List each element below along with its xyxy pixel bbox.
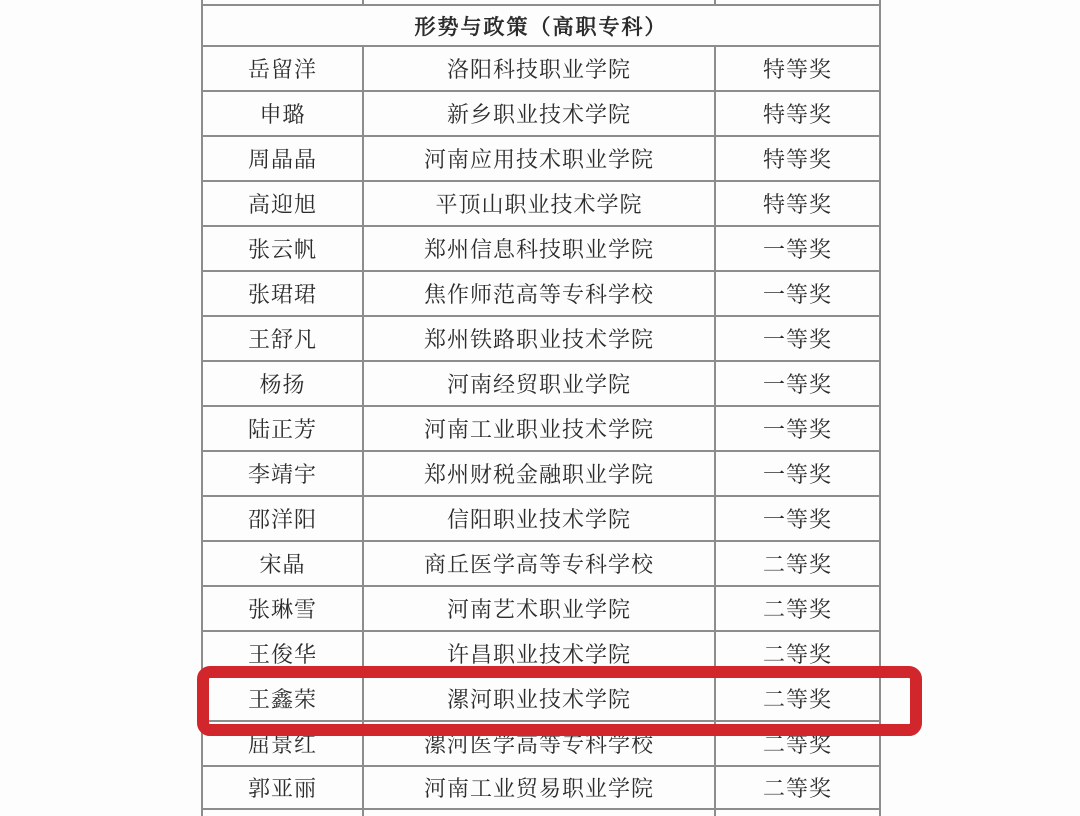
name-cell: 郭亚丽 [203, 767, 364, 808]
table-row [203, 722, 879, 767]
name-cell: 宋晶 [203, 542, 364, 585]
school-cell: 商丘医学高等专科学校 [364, 542, 716, 585]
name-cell: 王鑫荣 [203, 677, 364, 720]
school-cell: 信阳职业技术学院 [364, 497, 716, 540]
partial-cell [364, 810, 716, 816]
award-cell: 二等奖 [762, 597, 832, 622]
table-body [203, 47, 879, 810]
school-cell: 焦作师范高等专科学校 [364, 272, 716, 315]
table-row [203, 317, 879, 362]
table-row [203, 272, 879, 317]
name-cell: 张琳雪 [203, 587, 364, 630]
table-row [203, 137, 879, 182]
table-row [203, 182, 879, 227]
table-row [203, 362, 879, 407]
partial-cell [203, 810, 364, 816]
award-cell: 一等奖 [762, 237, 832, 262]
name-cell: 张珺珺 [203, 272, 364, 315]
name-cell: 邵洋阳 [203, 497, 364, 540]
table-row [203, 767, 879, 810]
table-row [203, 407, 879, 452]
partial-cell [203, 0, 364, 4]
table-row [203, 47, 879, 92]
partial-cell [716, 0, 879, 4]
school-cell: 郑州铁路职业技术学院 [364, 317, 716, 360]
school-cell: 郑州财税金融职业学院 [364, 452, 716, 495]
award-cell: 一等奖 [762, 507, 832, 532]
school-cell: 漯河医学高等专科学校 [364, 722, 716, 765]
award-cell: 二等奖 [762, 776, 832, 801]
award-cell: 特等奖 [762, 102, 832, 127]
section-header-title: 形势与政策（高职专科） [414, 15, 668, 39]
award-cell: 特等奖 [762, 147, 832, 172]
name-cell: 陆正芳 [203, 407, 364, 450]
award-cell: 一等奖 [762, 372, 832, 397]
name-cell: 申璐 [203, 92, 364, 135]
table-row [203, 452, 879, 497]
school-cell: 河南经贸职业学院 [364, 362, 716, 405]
school-cell: 郑州信息科技职业学院 [364, 227, 716, 270]
name-cell: 张云帆 [203, 227, 364, 270]
award-cell: 二等奖 [762, 642, 832, 667]
award-cell: 二等奖 [762, 552, 832, 577]
section-header-row [203, 6, 879, 47]
table-bottom-partial-row [203, 810, 879, 816]
school-cell: 漯河职业技术学院 [364, 677, 716, 720]
name-cell: 屈景红 [203, 722, 364, 765]
partial-cell [364, 0, 716, 4]
table-row [203, 542, 879, 587]
name-cell: 王舒凡 [203, 317, 364, 360]
table-row [203, 677, 879, 722]
school-cell: 平顶山职业技术学院 [364, 182, 716, 225]
award-cell: 二等奖 [762, 687, 832, 712]
award-cell: 一等奖 [762, 417, 832, 442]
school-cell: 河南工业贸易职业学院 [364, 767, 716, 808]
award-cell: 二等奖 [762, 732, 832, 757]
school-cell: 河南艺术职业学院 [364, 587, 716, 630]
name-cell: 岳留洋 [203, 47, 364, 90]
table-row [203, 92, 879, 137]
school-cell: 河南工业职业技术学院 [364, 407, 716, 450]
award-cell: 特等奖 [762, 192, 832, 217]
award-cell: 一等奖 [762, 327, 832, 352]
school-cell: 许昌职业技术学院 [364, 632, 716, 675]
table-row [203, 497, 879, 542]
award-cell: 一等奖 [762, 282, 832, 307]
school-cell: 河南应用技术职业学院 [364, 137, 716, 180]
table-row [203, 632, 879, 677]
awards-table [201, 0, 881, 816]
partial-cell [716, 810, 879, 816]
name-cell: 杨扬 [203, 362, 364, 405]
award-cell: 特等奖 [762, 57, 832, 82]
name-cell: 王俊华 [203, 632, 364, 675]
name-cell: 李靖宇 [203, 452, 364, 495]
name-cell: 高迎旭 [203, 182, 364, 225]
school-cell: 新乡职业技术学院 [364, 92, 716, 135]
award-cell: 一等奖 [762, 462, 832, 487]
name-cell: 周晶晶 [203, 137, 364, 180]
table-row [203, 587, 879, 632]
table-row [203, 227, 879, 272]
school-cell: 洛阳科技职业学院 [364, 47, 716, 90]
